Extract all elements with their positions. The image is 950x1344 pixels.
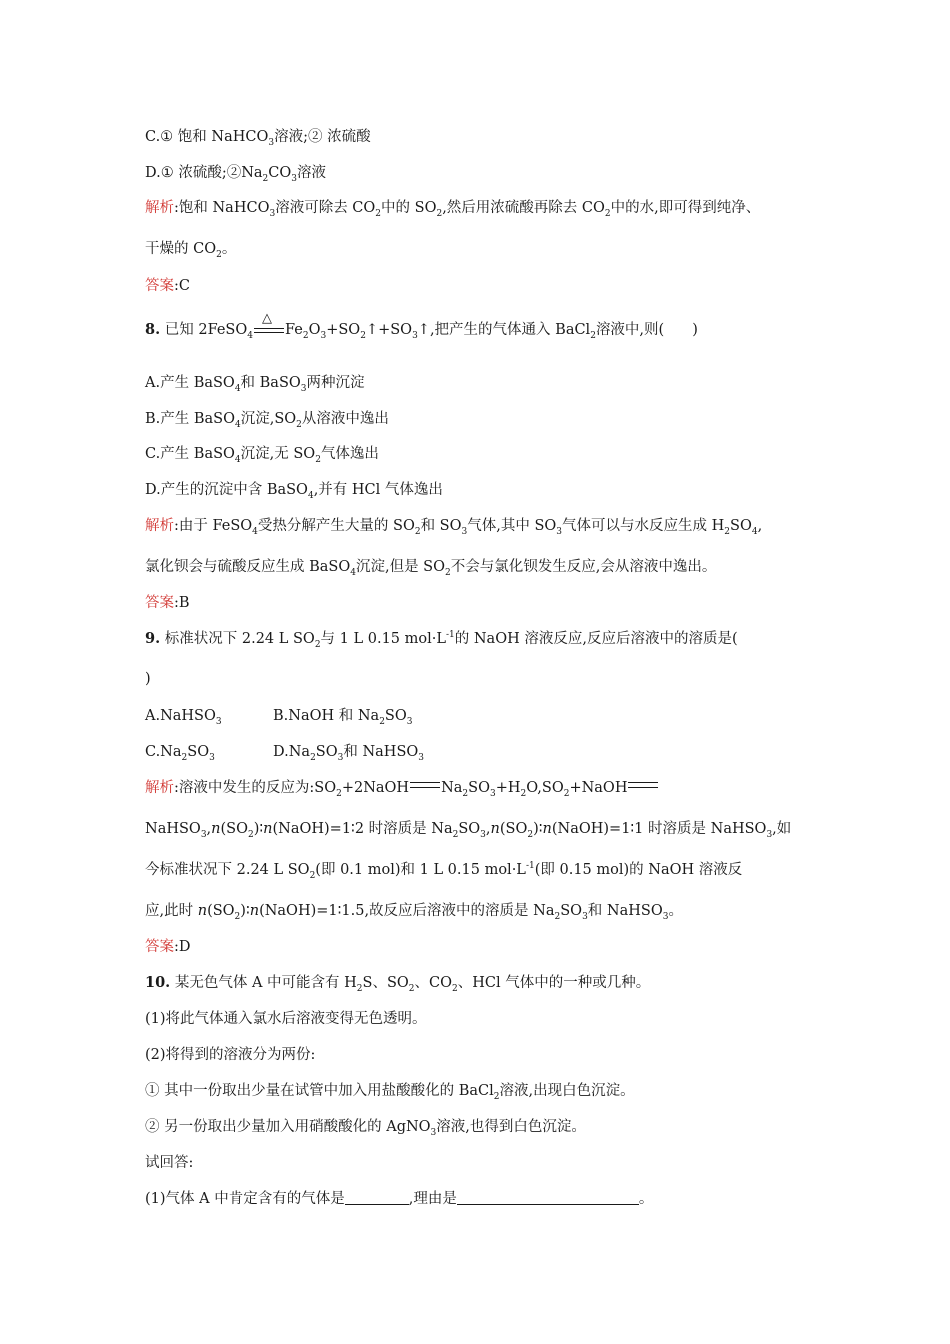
option-a-8: A.产生 BaSO$_4$和 BaSO$_3$两种沉淀 [145,375,365,394]
question-number: 9. [145,630,161,647]
question-9-close: ) [145,671,151,687]
heat-equation-sign: △ [253,324,285,334]
question-10-step2: (2)将得到的溶液分为两份: [145,1047,316,1063]
question-10-step2-a: ① 其中一份取出少量在试管中加入用盐酸酸化的 BaCl$_2$溶液,出现白色沉淀。 [145,1083,635,1102]
question-10-prompt: 试回答: [145,1155,194,1171]
answer-label: 答案 [145,939,174,955]
option-d-9: $D.Na_2SO_3$和 NaHSO$_3$ [273,744,425,763]
question-10: 10. 某无色气体 A 中可能含有 $H_2S$、$SO_2$、$CO_2$、HCl 气体中的一种或几种。 [145,974,651,994]
answer-9: 答案:D [145,939,191,955]
analysis-9-line3: 今标准状况下 2.24 L $SO_2$(即 0.1 mol)和 1 L 0.15 $mol\cdot L^{-1}$(即 0.15 mol)的 NaOH 溶液反 [145,861,743,881]
answer-blank-reason[interactable] [457,1204,639,1205]
answer-8: 答案:B [145,595,190,611]
option-a-9: A.NaHSO$_3$ [145,708,222,727]
question-8: 8. 已知 2FeSO$_4$ △ $Fe_2O_3+SO_2↑+SO_3↑$,把产生的气体通入 BaCl$_2$溶液中,则( ) [145,311,698,341]
analysis-label: 解析 [145,780,174,796]
analysis-8-line2: 氯化钡会与硫酸反应生成 BaSO$_4$沉淀,但是 $SO_2$不会与氯化钡发生反应,会从溶液中逸出。 [145,559,717,578]
question-number: 8. [145,321,161,338]
option-c-9: $C.Na_2SO_3$ [145,744,215,763]
question-number: 10. [145,974,171,991]
equation-sign [628,782,658,788]
equation-sign [410,782,440,788]
question-10-step2-b: ② 另一份取出少量加入用硝酸酸化的 AgNO$_3$溶液,也得到白色沉淀。 [145,1119,586,1138]
answer-7: 答案:C [145,278,190,294]
answer-label: 答案 [145,595,174,611]
option-d-prev: D.① 浓硫酸$;②Na_2CO_3$溶液 [145,165,326,184]
option-d-8: D.产生的沉淀中含 BaSO$_4$,并有 HCl 气体逸出 [145,482,443,501]
option-c-8: C.产生 BaSO$_4$沉淀,无 $SO_2$气体逸出 [145,446,379,465]
option-b-8: B.产生 BaSO$_4$沉淀$,SO_2$从溶液中逸出 [145,411,389,430]
analysis-9-line1: 解析:溶液中发生的反应为$:SO_2+2NaOH$ $Na_2SO_3+H_2O,SO_2+NaOH$ [145,779,659,797]
analysis-label: 解析 [145,518,174,534]
analysis-8-line1: 解析:由于 FeSO$_4$受热分解产生大量的 $SO_2$和 $SO_3$气体,其中 $SO_3$气体可以与水反应生成 $H_2SO_4$, [145,518,763,537]
analysis-label: 解析 [145,200,174,216]
analysis-9-line4: 应,此时 $n(SO_2)∶n(NaOH)=1∶1.5$,故反应后溶液中的溶质是 $Na_2SO_3$和 NaHSO$_3$。 [145,903,683,922]
option-c-prev: C.① 饱和 NaHCO$_3$溶液;② 浓硫酸 [145,129,371,148]
question-10-step1: (1)将此气体通入氯水后溶液变得无色透明。 [145,1011,427,1027]
question-10-sub1: (1)气体 A 中肯定含有的气体是 ,理由是 。 [145,1191,654,1207]
analysis-7-line2: 干燥的 $CO_2$。 [145,241,237,260]
answer-blank-gas[interactable] [345,1204,409,1205]
analysis-9-line2: $NaHSO_3,n(SO_2)∶n(NaOH)=1∶2$ 时溶质是 $Na_2SO_3,n(SO_2)∶n(NaOH)=1∶1$ 时溶质是 NaHSO$_3$,如 [145,821,792,840]
option-b-9: B.NaOH 和 $Na_2SO_3$ [273,708,413,727]
question-9: 9. 标准状况下 2.24 L $SO_2$与 1 L 0.15 $mol\cdot L^{-1}$的 NaOH 溶液反应,反应后溶液中的溶质是( [145,630,738,650]
answer-label: 答案 [145,278,174,294]
analysis-7-line1: 解析:饱和 NaHCO$_3$溶液可除去 $CO_2$中的 $SO_2$,然后用浓硫酸再除去 $CO_2$中的水,即可得到纯净、 [145,200,761,219]
